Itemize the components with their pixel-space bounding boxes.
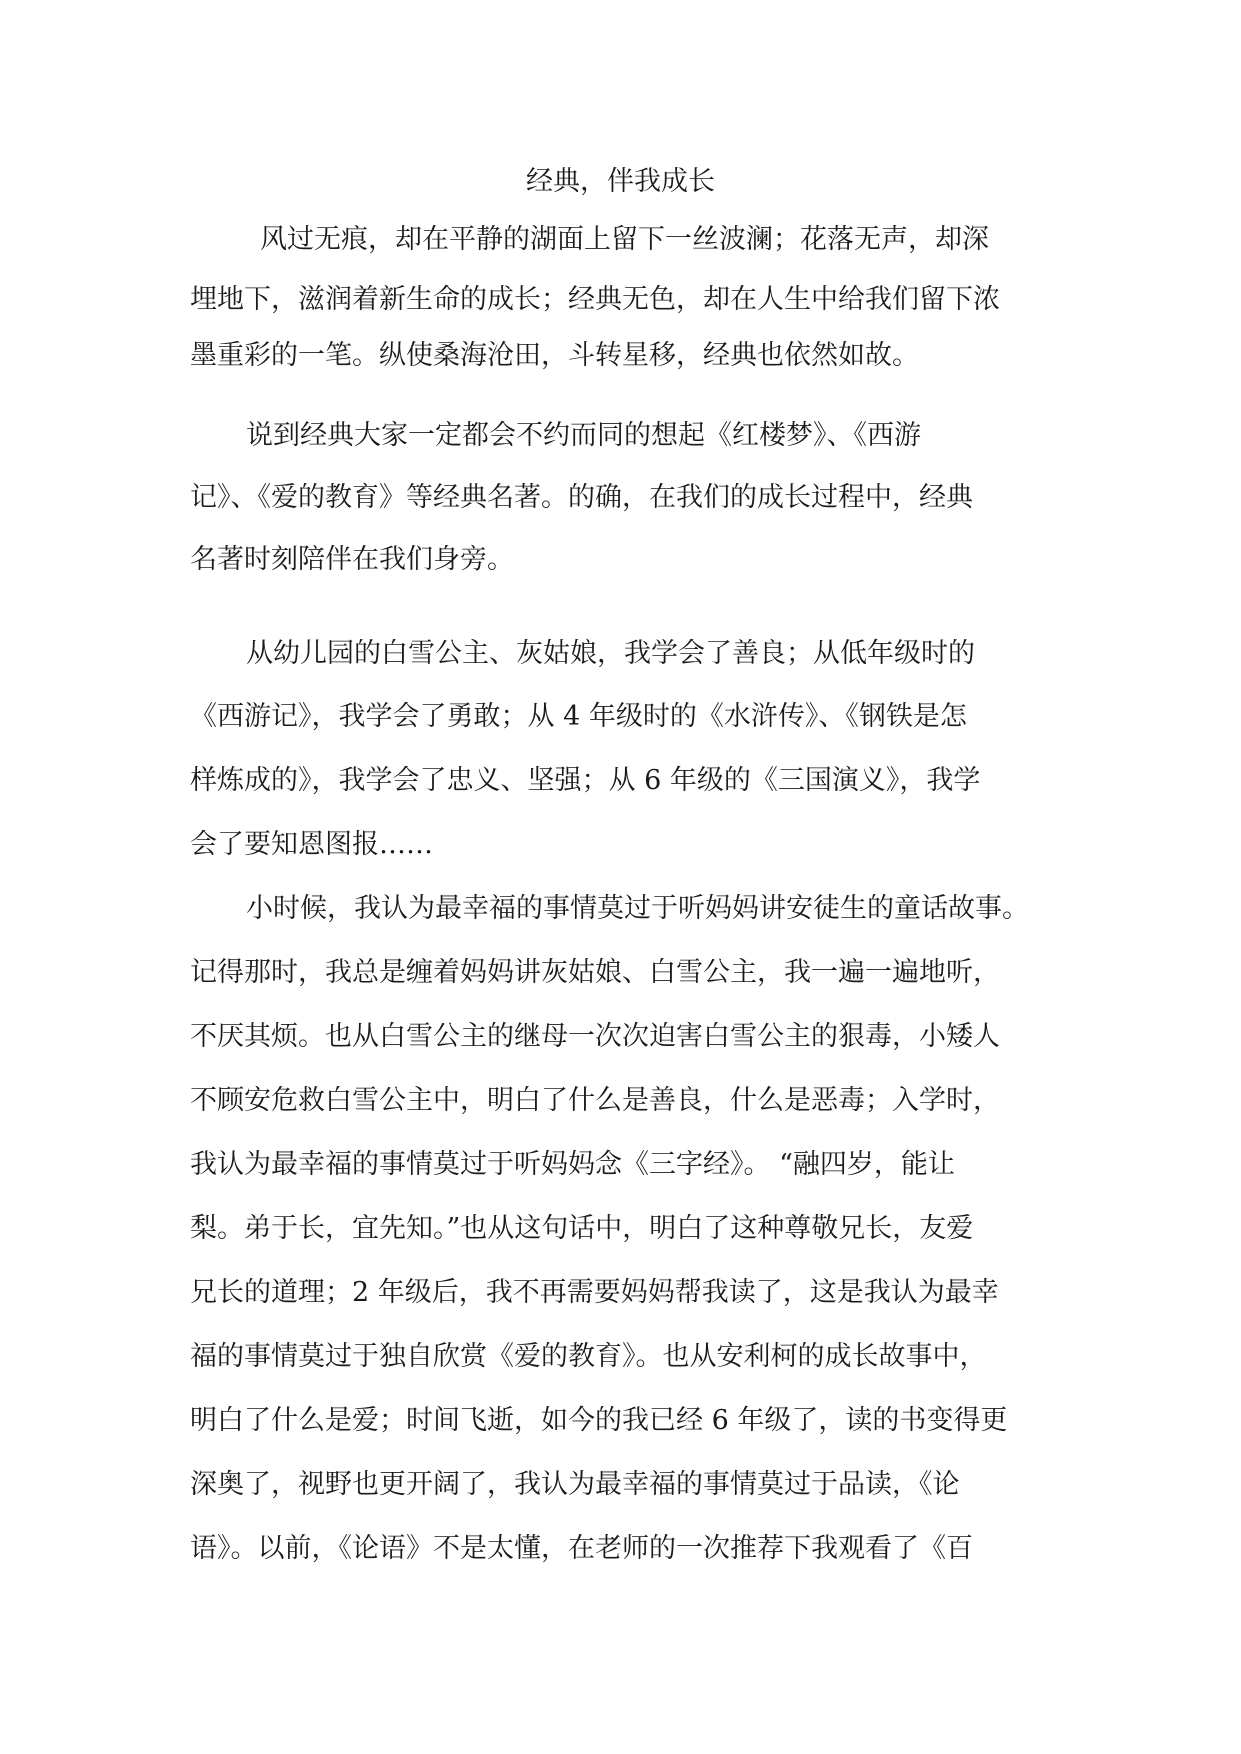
paragraph-1-line-2: 埋地下，滋润着新生命的成长；经典无色，却在人生中给我们留下浓 [190, 284, 1000, 315]
paragraph-3-line-4: 会了要知恩图报…… [190, 829, 433, 860]
document-title: 经典，伴我成长 [526, 166, 715, 197]
paragraph-4-line-4: 不顾安危救白雪公主中，明白了什么是善良，什么是恶毒；入学时， [190, 1085, 1000, 1116]
paragraph-1-line-3: 墨重彩的一笔。纵使桑海沧田，斗转星移，经典也依然如故。 [190, 340, 919, 371]
paragraph-4-line-5: 我认为最幸福的事情莫过于听妈妈念《三字经》。 “融四岁，能让 [190, 1149, 955, 1180]
paragraph-4-line-7: 兄长的道理；2 年级后，我不再需要妈妈帮我读了，这是我认为最幸 [190, 1277, 999, 1308]
paragraph-1-line-1: 风过无痕，却在平静的湖面上留下一丝波澜；花落无声，却深 [260, 224, 989, 255]
paragraph-4-line-1: 小时候，我认为最幸福的事情莫过于听妈妈讲安徒生的童话故事。 [246, 893, 1029, 924]
paragraph-2-line-2: 记》、《爱的教育》等经典名著。的确，在我们的成长过程中，经典 [190, 482, 973, 513]
paragraph-2-line-1: 说到经典大家一定都会不约而同的想起《红楼梦》、《西游 [246, 420, 921, 451]
paragraph-4-line-10: 深奥了，视野也更开阔了，我认为最幸福的事情莫过于品读，《论 [190, 1469, 960, 1500]
paragraph-4-line-2: 记得那时，我总是缠着妈妈讲灰姑娘、白雪公主，我一遍一遍地听， [190, 957, 1000, 988]
paragraph-2-line-3: 名著时刻陪伴在我们身旁。 [190, 544, 514, 575]
paragraph-4-line-3: 不厌其烦。也从白雪公主的继母一次次迫害白雪公主的狠毒，小矮人 [190, 1021, 1000, 1052]
paragraph-3-line-1: 从幼儿园的白雪公主、灰姑娘，我学会了善良；从低年级时的 [246, 638, 975, 669]
paragraph-4-line-6: 梨。弟于长，宜先知。”也从这句话中，明白了这种尊敬兄长，友爱 [190, 1213, 974, 1244]
paragraph-4-line-8: 福的事情莫过于独自欣赏《爱的教育》。也从安利柯的成长故事中， [190, 1341, 987, 1372]
paragraph-3-line-2: 《西游记》，我学会了勇敢；从 4 年级时的《水浒传》、《钢铁是怎 [190, 701, 967, 732]
paragraph-4-line-9: 明白了什么是爱；时间飞逝，如今的我已经 6 年级了，读的书变得更 [190, 1405, 1008, 1436]
paragraph-4-line-11: 语》。以前，《论语》不是太懂，在老师的一次推荐下我观看了《百 [190, 1533, 973, 1564]
paragraph-3-line-3: 样炼成的》，我学会了忠义、坚强；从 6 年级的《三国演义》，我学 [190, 765, 981, 796]
